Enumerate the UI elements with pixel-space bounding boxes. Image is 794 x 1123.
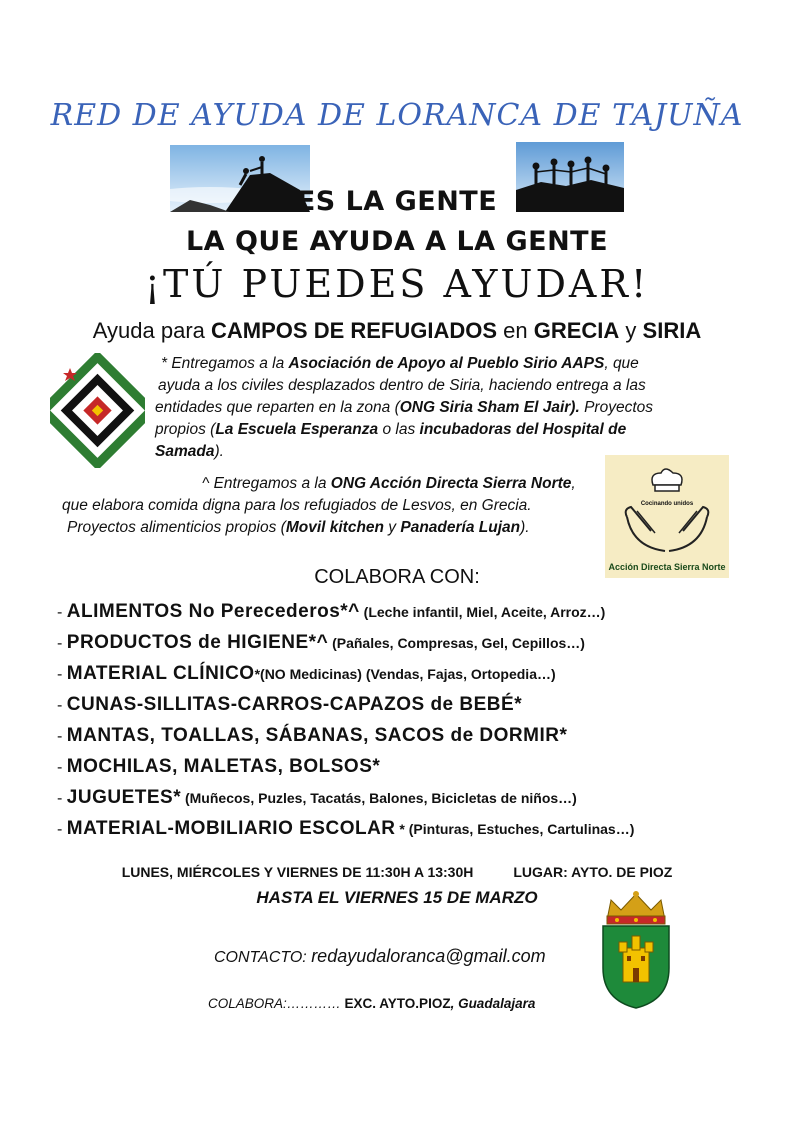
paragraph-aaps: * Entregamos a la Asociación de Apoyo al Pueblo Sirio AAPS, que ayuda a los civiles desplazados dentro de Siria, haciendo entrega a las entidades que reparten en la zona (ONG Siria Sham El Jair). Proyectos propios (La Escuela Esperanza o las incubadoras del Hospital de Samada). — [155, 355, 654, 460]
list-item: - MATERIAL CLÍNICO*(NO Medicinas) (Vendas, Fajas, Ortopedia…) — [57, 663, 556, 684]
list-item: - MANTAS, TOALLAS, SÁBANAS, SACOS de DORMIR* — [57, 725, 568, 746]
red-logo-icon — [50, 353, 145, 468]
coat-of-arms-icon — [597, 890, 675, 1010]
subtitle: Ayuda para CAMPOS DE REFUGIADOS en GRECIA y SIRIA — [92, 318, 702, 343]
list-item: - CUNAS-SILLITAS-CARROS-CAPAZOS de BEBÉ* — [57, 694, 523, 715]
paragraph-ngo: ^ Entregamos a la ONG Acción Directa Sierra Norte, que elabora comida digna para los refugiados de Lesvos, en Grecia. Proyectos alimenticios propios (Movil kitchen y Panadería Lujan). — [62, 475, 576, 536]
list-item: - ALIMENTOS No Perecederos*^ (Leche infantil, Miel, Aceite, Arroz…) — [57, 601, 606, 622]
schedule-line — [0, 864, 794, 880]
collaborate-heading: COLABORA CON: — [314, 566, 480, 588]
list-item: - PRODUCTOS de HIGIENE*^ (Pañales, Compresas, Gel, Cepillos…) — [57, 632, 585, 653]
ngo-logo-icon — [605, 455, 729, 578]
colabora-line: COLABORA:………… EXC. AYTO.PIOZ, Guadalajara — [208, 996, 536, 1011]
list-item: - JUGUETES* (Muñecos, Puzles, Tacatás, Balones, Bicicletas de niños…) — [57, 787, 577, 808]
collaborate-list — [57, 596, 777, 844]
schedule-hours: LUNES, MIÉRCOLES Y VIERNES DE 11:30H A 13:30H — [121, 864, 474, 880]
deadline: HASTA EL VIERNES 15 DE MARZO — [256, 888, 538, 907]
ngo-logo — [605, 455, 729, 578]
slogan-line-2: LA QUE AYUDA A LA GENTE — [185, 226, 609, 257]
contact-email[interactable]: redayudaloranca@gmail.com — [311, 946, 546, 966]
ngo-logo-name: Acción Directa Sierra Norte — [608, 562, 726, 572]
slogan-line-1: ES LA GENTE — [296, 186, 498, 217]
schedule-place: LUGAR: AYTO. DE PIOZ — [513, 864, 673, 880]
contact-line: CONTACTO: redayudaloranca@gmail.com — [214, 946, 546, 966]
slogan-line-3: ¡TÚ PUEDES AYUDAR! — [144, 262, 650, 306]
list-item: - MATERIAL-MOBILIARIO ESCOLAR * (Pinturas, Estuches, Cartulinas…) — [57, 818, 635, 839]
ngo-logo-caption: Cocinando unidos — [640, 501, 694, 507]
list-item: - MOCHILAS, MALETAS, BOLSOS* — [57, 756, 381, 777]
page-title: RED DE AYUDA DE LORANCA DE TAJUÑA — [50, 98, 744, 133]
